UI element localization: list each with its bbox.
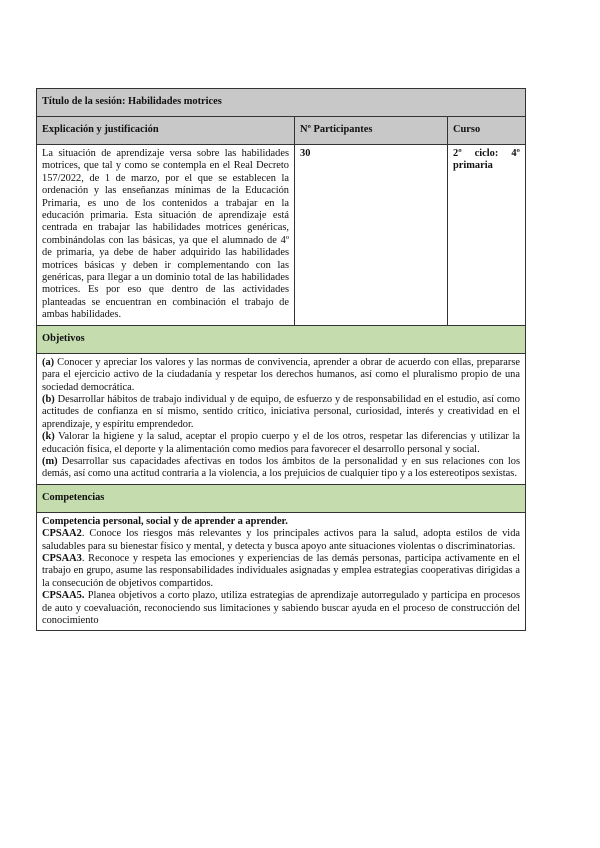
objetivos-heading: Objetivos — [37, 325, 526, 353]
competencia-code: CPSAA3 — [42, 552, 82, 564]
participantes-value: 30 — [295, 145, 448, 326]
objetivo-text: Desarrollar hábitos de trabajo individual y de equipo, de esfuerzo y de responsabilidad en el estudio, así como actitudes de confianza en sí mismo, sentido crítico, iniciativa personal, curiosidad, interés y creatividad en el aprendizaje, y espíritu emprendedor. — [42, 393, 520, 430]
objetivo-item — [42, 456, 520, 481]
competencias-body — [37, 512, 526, 631]
objetivo-item — [42, 394, 520, 431]
header-explicacion: Explicación y justificación — [37, 117, 295, 145]
competencia-item — [42, 590, 520, 627]
curso-value: 2º ciclo: 4º primaria — [448, 145, 526, 326]
explicacion-text: La situación de aprendizaje versa sobre las habilidades motrices, que tal y como se contempla en el Real Decreto 157/2022, de 1 de marzo, por el que se establecen la ordenación y las enseñanzas mínimas de la Educación Primaria, es uno de los contenidos a trabajar en la educación primaria. Esta situación de aprendizaje está centrada en trabajar las habilidades motrices genéricas, combinándolas con las básicas, ya que el alumnado de 4º de primaria, ya debe de haber adquirido las habilidades motrices básicas y deben ir complementando con las genéricas, para llegar a un dominio total de las habilidades motrices. Es por eso que dentro de las actividades planteadas se encuentran en combinación el trabajo de ambas habilidades. — [37, 145, 295, 326]
objetivo-text: Valorar la higiene y la salud, aceptar el propio cuerpo y el de los otros, respetar las diferencias y utilizar la educación física, el deporte y la alimentación como medios para favorecer el desarrollo personal y social. — [42, 431, 520, 455]
competencias-heading: Competencias — [37, 484, 526, 512]
session-title: Título de la sesión: Habilidades motrices — [37, 89, 526, 117]
objetivo-text: Desarrollar sus capacidades afectivas en todos los ámbitos de la personalidad y en sus relaciones con los demás, así como una actitud contraria a la violencia, a los prejuicios de cualquier tipo y a los estereotipos sexistas. — [42, 455, 520, 480]
objetivo-code: (m) — [42, 455, 58, 467]
header-curso: Curso — [448, 117, 526, 145]
objetivo-text: Conocer y apreciar los valores y las normas de convivencia, aprender a obrar de acuerdo con ellas, prepararse para el ejercicio activo de la ciudadanía y respetar los derechos humanos, así como el pluralismo propio de una sociedad democrática. — [42, 356, 520, 393]
competencia-text: . Conoce los riesgos más relevantes y los principales activos para la salud, adopta estilos de vida saludables para su bienestar físico y mental, y detecta y busca apoyo ante situaciones violentas o discriminatorias. — [42, 528, 520, 552]
objetivo-code: (k) — [42, 431, 55, 443]
competencia-code: CPSAA5. — [42, 590, 85, 602]
competencia-item — [42, 528, 520, 553]
header-participantes: Nº Participantes — [295, 117, 448, 145]
objetivos-body — [37, 353, 526, 484]
competencias-subheading: Competencia personal, social y de aprender a aprender. — [42, 515, 288, 527]
objetivo-code: (b) — [42, 393, 55, 405]
objetivo-item — [42, 431, 520, 456]
objetivo-item — [42, 357, 520, 394]
competencia-text: . Reconoce y respeta las emociones y experiencias de las demás personas, participa activamente en el trabajo en grupo, asume las responsabilidades individuales asignadas y emplea estrategias cooperativas dirigidas a la consecución de objetivos compartidos. — [42, 552, 520, 589]
objetivo-code: (a) — [42, 356, 55, 368]
competencia-code: CPSAA2 — [42, 528, 82, 540]
competencia-text: Planea objetivos a corto plazo, utiliza estrategias de aprendizaje autorregulado y participa en procesos de auto y coevaluación, reconociendo sus limitaciones y sabiendo buscar ayuda en el proceso de construcción del conocimiento — [42, 590, 520, 626]
competencia-item — [42, 553, 520, 590]
session-table — [36, 88, 526, 631]
